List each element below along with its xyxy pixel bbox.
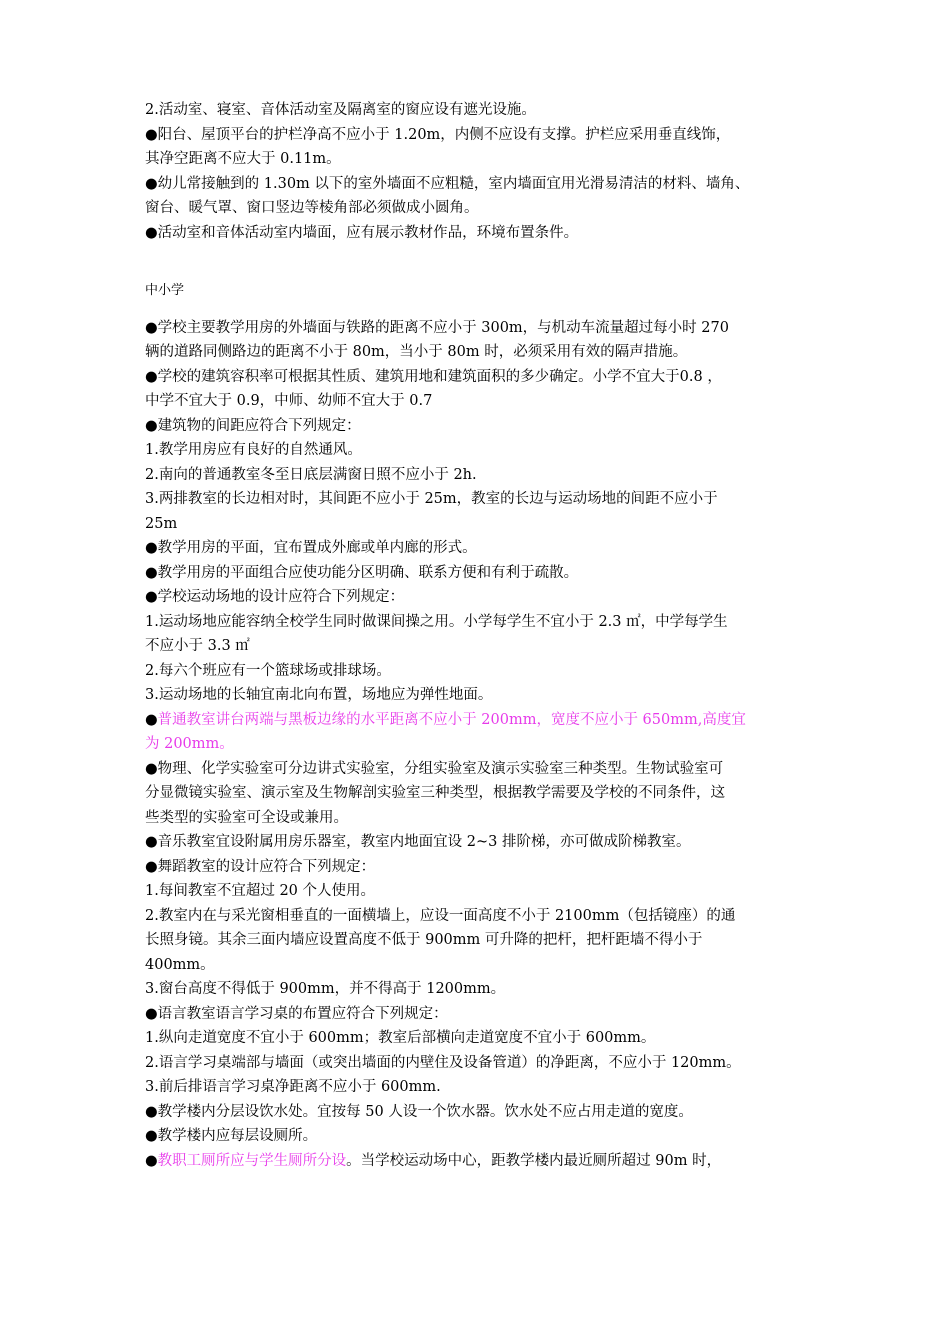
text-line: ●教学用房的平面，宜布置成外廊或单内廊的形式。 [145,540,477,556]
text-line: 3.两排教室的长边相对时，其间距不应小于 25m，教室的长边与运动场地的间距不应小于 [145,491,718,507]
text-line: 3.窗台高度不得低于 900mm，并不得高于 1200mm。 [145,981,506,997]
bullet: ● [145,1152,158,1169]
last-line [145,1149,810,1174]
text-line: ●音乐教室宜设附属用房乐器室，教室内地面宜设 2~3 排阶梯，亦可做成阶梯教室。 [145,834,691,850]
text-line: ●学校运动场地的设计应符合下列规定： [145,589,405,605]
text-line: 1.每间教室不宜超过 20 个人使用。 [145,883,376,899]
highlighted-text: 教职工厕所应与学生厕所分设 [157,1152,347,1169]
text-line: ●舞蹈教室的设计应符合下列规定： [145,858,376,875]
highlighted-line [145,708,810,733]
text-line: ●语言教室语言学习桌的布置应符合下列规定： [145,1005,448,1022]
text-line: ●学校的建筑容积率可根据其性质、建筑用地和建筑面积的多少确定。小学不宜大于0.8 ， [145,368,722,385]
text-line: ●物理、化学实验室可分边讲式实验室，分组实验室及演示实验室三种类型。生物试验室可 [145,760,724,777]
text-line: 3.前后排语言学习桌净距离不应小于 600mm. [145,1079,441,1095]
text-line: 1.纵向走道宽度不宜小于 600mm；教室后部横向走道宽度不宜小于 600mm。 [145,1030,656,1046]
text-line: ●活动室和音体活动室内墙面，应有展示教材作品，环境布置条件。 [145,224,579,241]
text-line: 不应小于 3.3 ㎡ [145,638,250,654]
text-line: ●学校主要教学用房的外墙面与铁路的距离不应小于 300m，与机动车流量超过每小时 270 [145,319,729,336]
text-line: 2.南向的普通教室冬至日底层满窗日照不应小于 2h. [145,466,477,483]
section-schools [145,316,810,1174]
text-line: 1.教学用房应有良好的自然通风。 [145,442,362,458]
text-line: ●幼儿常接触到的 1.30m 以下的室外墙面不应粗糙，室内墙面宜用光滑易清洁的材料、墙角、 [145,175,750,192]
text-line: ●阳台、屋顶平台的护栏净高不应小于 1.20m，内侧不应设有支撑。护栏应采用垂直线饰， [145,126,731,143]
highlighted-text: 普通教室讲台两端与黑板边缘的水平距离不应小于 200mm，宽度不应小于 650mm,高度宜 [157,711,746,728]
text-line: 长照身镜。其余三面内墙应设置高度不低于 900mm 可升降的把杆，把杆距墙不得小于 [145,932,703,948]
text-line: 400mm。 [145,956,215,973]
text-line: 2.教室内在与采光窗相垂直的一面横墙上，应设一面高度不小于 2100mm（包括镜座）的通 [145,907,736,924]
bullet: ● [145,711,158,728]
text-line: ●教学用房的平面组合应使功能分区明确、联系方便和有利于疏散。 [145,564,579,581]
text-line: 2.活动室、寝室、音体活动室及隔离室的窗应设有遮光设施。 [145,102,536,118]
text-line: 3.运动场地的长轴宜南北向布置，场地应为弹性地面。 [145,687,493,703]
text-line: 辆的道路同侧路边的距离不小于 80m，当小于 80m 时，必须采用有效的隔声措施。 [145,344,688,360]
text-span: 。当学校运动场中心，距教学楼内最近厕所超过 90m 时， [346,1152,722,1169]
text-line: 些类型的实验室可全设或兼用。 [145,809,348,826]
text-line: 窗台、暖气罩、窗口竖边等棱角部必须做成小圆角。 [145,200,479,216]
text-line: ●教学楼内分层设饮水处。宜按每 50 人设一个饮水器。饮水处不应占用走道的宽度。 [145,1103,693,1120]
text-line: 25m [145,515,178,532]
highlighted-text: 为 200mm。 [145,736,234,752]
text-line: ●建筑物的间距应符合下列规定： [145,417,361,434]
text-line: 分显微镜实验室、演示室及生物解剖实验室三种类型，根据教学需要及学校的不同条件，这 [145,785,725,801]
text-line: 其净空距离不应大于 0.11m。 [145,151,341,167]
text-line: 2.语言学习桌端部与墙面（或突出墙面的内壁住及设备管道）的净距离，不应小于 120mm。 [145,1054,741,1071]
section-kindergarten [145,98,810,245]
text-line: 1.运动场地应能容纳全校学生同时做课间操之用。小学每学生不宜小于 2.3 ㎡，中学每学生 [145,613,728,630]
text-line: 中学不宜大于 0.9，中师、幼师不宜大于 0.7 [145,393,433,409]
text-line: 2.每六个班应有一个篮球场或排球场。 [145,662,391,679]
document-page [145,98,810,1173]
text-line: ●教学楼内应每层设厕所。 [145,1128,318,1144]
section-heading: 中小学 [145,283,185,298]
